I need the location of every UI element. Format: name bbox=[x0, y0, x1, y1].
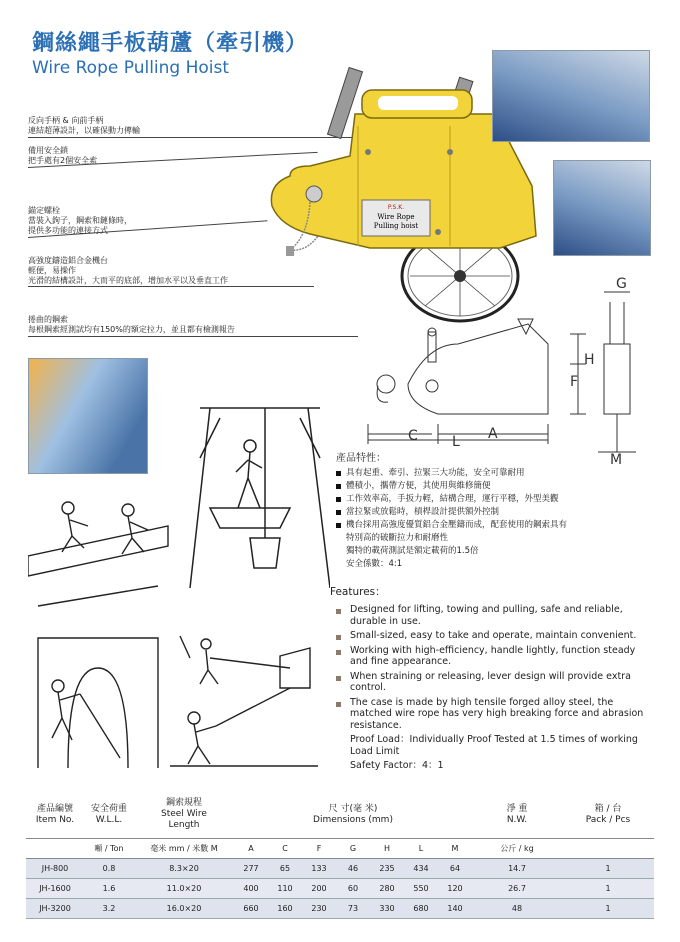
feature-en-item: Working with high-efficiency, handle lightly, function steady and fine appearance. bbox=[336, 645, 656, 668]
dim-label-m: M bbox=[610, 452, 623, 468]
sketch-tunnel bbox=[28, 628, 168, 768]
callout-wire-rope: 捲曲的鋼索 每根鋼索經測試均有150%的額定拉力，並且都有檢測報告 bbox=[28, 315, 235, 334]
header-dimensions: 尺 寸(毫 米) Dimensions (mm) bbox=[234, 792, 472, 838]
header-wll: 安全荷重 W.L.L. bbox=[84, 792, 134, 838]
feature-en-item: Safety Factor：4：1 bbox=[350, 760, 444, 771]
header-nw: 淨 重 N.W. bbox=[472, 792, 562, 838]
spec-table bbox=[26, 792, 654, 919]
dimension-diagram bbox=[348, 274, 648, 470]
feature-en-item: Small-sized, easy to take and operate, maintain convenient. bbox=[336, 630, 656, 642]
dim-label-f: F bbox=[570, 374, 579, 390]
features-cn bbox=[336, 452, 567, 571]
feature-cn-item: 特別高的破斷拉力和耐磨性 bbox=[346, 533, 449, 543]
header-pack: 箱 / 台 Pack / Pcs bbox=[562, 792, 654, 838]
page-title-cn: 鋼絲繩手板葫蘆（牽引機） bbox=[32, 31, 309, 56]
sketch-beam-pull bbox=[28, 496, 174, 614]
photo-worker-left bbox=[28, 358, 148, 474]
photo-worker-top bbox=[492, 50, 650, 142]
feature-cn-item: 機台採用高強度優質鋁合金壓鑄而成，配套使用的鋼索具有 bbox=[336, 519, 567, 532]
sketch-rope-pull bbox=[170, 628, 318, 768]
dim-label-l: L bbox=[452, 434, 460, 450]
page-title-en: Wire Rope Pulling Hoist bbox=[32, 58, 230, 78]
features-en-heading: Features： bbox=[330, 586, 386, 598]
plate-line-2: Pulling hoist bbox=[373, 222, 419, 230]
dim-label-h: H bbox=[584, 352, 595, 368]
photo-worker-right bbox=[553, 160, 651, 256]
units-row: 噸 / Ton 毫米 mm / 米數 M A C F G H L M 公斤 / kg bbox=[26, 838, 654, 858]
feature-en-item: The case is made by high tensile forged alloy steel, the matched wire rope has very high breaking force and abrasion resistance. bbox=[336, 697, 656, 732]
feature-cn-item: 體積小，攜帶方便，其使用與維修簡便 bbox=[336, 480, 567, 493]
sketch-tower-lift bbox=[180, 398, 330, 588]
feature-en-item: Proof Load：Individually Proof Tested at 1.5 times of working Load Limit bbox=[350, 734, 638, 757]
table-row: JH-3200 3.2 16.0×20 660 160 230 73 330 680 140 48 1 bbox=[26, 898, 654, 918]
dim-label-a: A bbox=[488, 426, 498, 442]
plate-brand: P.S.K. bbox=[387, 204, 405, 211]
plate-line-1: Wire Rope bbox=[377, 213, 415, 221]
feature-en-item: Designed for lifting, towing and pulling, safe and reliable, durable in use. bbox=[336, 604, 656, 627]
features-cn-heading: 產品特性： bbox=[336, 453, 386, 464]
callout-safety-lock: 備用安全鎖 把手處有2個安全索 bbox=[28, 146, 98, 165]
header-rope: 鋼索規程 Steel Wire Length bbox=[134, 792, 234, 838]
dim-label-c: C bbox=[408, 428, 418, 444]
callout-anchor-bolt: 錨定螺栓 當裝入鉤子，鋼索和鏈條時， 提供多功能的連接方式 bbox=[28, 206, 132, 235]
feature-en-item: When straining or releasing, lever design will provide extra control. bbox=[336, 671, 656, 694]
feature-cn-item: 當拉緊或放鬆時，槓桿設計提供額外控制 bbox=[336, 506, 567, 519]
feature-cn-item: 獨特的載荷測試是額定載荷的1.5倍 bbox=[346, 546, 479, 556]
table-row: JH-1600 1.6 11.0×20 400 110 200 60 280 550 120 26.7 1 bbox=[26, 878, 654, 898]
callout-casting: 高強度鑄造鋁合金機台 輕便，易操作 光滑的結構設計，大而平的底部，增加水平以及垂直工作 bbox=[28, 256, 228, 285]
table-row: JH-800 0.8 8.3×20 277 65 133 46 235 434 64 14.7 1 bbox=[26, 858, 654, 878]
dim-label-g: G bbox=[616, 276, 627, 292]
feature-cn-item: 工作效率高，手扳力輕，結構合理，運行平穩，外型美觀 bbox=[336, 493, 567, 506]
feature-cn-item: 安全係數：4:1 bbox=[346, 559, 403, 569]
features-en bbox=[336, 604, 656, 775]
header-item: 產品編號 Item No. bbox=[26, 792, 84, 838]
callout-handle: 反向手柄 & 向前手柄 連結超薄設計，以確保動力傳輸 bbox=[28, 116, 140, 135]
feature-cn-item: 具有起重、牽引、拉緊三大功能，安全可靠耐用 bbox=[336, 467, 567, 480]
